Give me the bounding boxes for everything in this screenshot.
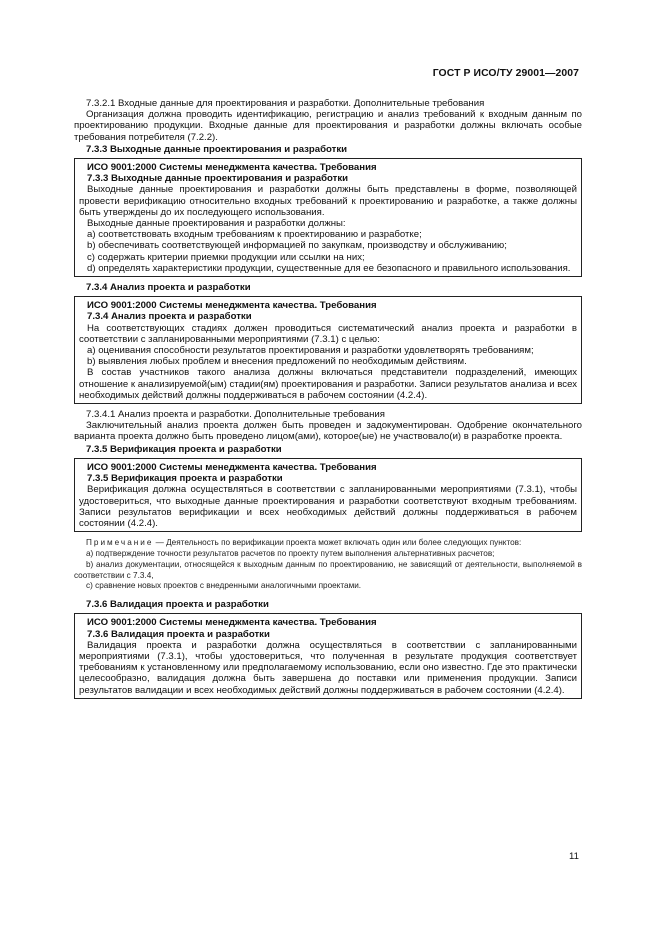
box-736-title: ИСО 9001:2000 Системы менеджмента качества. Требования bbox=[87, 617, 377, 629]
box-734-title: ИСО 9001:2000 Системы менеджмента качества. Требования bbox=[87, 300, 377, 312]
page-content bbox=[74, 98, 582, 704]
section-7321-heading: 7.3.2.1 Входные данные для проектирования и разработки. Дополнительные требования bbox=[86, 98, 485, 109]
box-734-paragraph-2: В состав участников такого анализа должны включаться представители подразделений, имеющих отношение к анализируемой(ым) стадии(ям) проектирования и разработки. Записи результатов анализа и всех необходимых действий должны поддерживаться в рабочем состоянии (4.2.4). bbox=[79, 367, 577, 401]
box-736-paragraph-1: Валидация проекта и разработки должна осуществляться в соответствии с запланированными мероприятиями (7.3.1), чтобы удостовериться, что полученная в результате продукция соответствует требованиям к установленному или предполагаемому использованию, если оно известно. Где это практически целесообразно, валидация должна быть завершена до поставки или применения продукции. Записи результатов валидации и всех необходимых действий должны поддерживаться в рабочем состоянии (4.2.4). bbox=[79, 639, 577, 696]
section-736-heading: 7.3.6 Валидация проекта и разработки bbox=[86, 599, 269, 611]
iso-quote-box-733 bbox=[74, 158, 582, 277]
page-number: 11 bbox=[569, 851, 579, 862]
box-733-paragraph-2: Выходные данные проектирования и разработки должны: bbox=[87, 218, 346, 230]
note-item-b: b) анализ документации, относящейся к выходным данным по проектированию, не зависящий от деятельности, выполняемой в соответствии с 7.3.4, bbox=[74, 559, 582, 580]
box-733-item-c: c) содержать критерии приемки продукции или ссылки на них; bbox=[87, 251, 365, 263]
box-733-paragraph-1: Выходные данные проектирования и разработки должны быть представлены в форме, позволяющей провести верификацию относительно входных требований к проектированию и разработке, а также должны быть утверждены до их последующего использования. bbox=[79, 184, 577, 218]
section-7341-heading: 7.3.4.1 Анализ проекта и разработки. Дополнительные требования bbox=[86, 409, 385, 421]
box-733-item-a: a) соответствовать входным требованиям к проектированию и разработке; bbox=[87, 229, 422, 241]
section-7341-text: Заключительный анализ проекта должен быть проведен и задокументирован. Одобрение окончательного варианта проекта должно быть проведено лицом(ами), которое(ые) не участвовало(и) в разработке проекта. bbox=[74, 420, 582, 443]
box-733-subtitle: 7.3.3 Выходные данные проектирования и разработки bbox=[87, 173, 349, 185]
note-item-c: c) сравнение новых проектов с внедренными аналогичными проектами. bbox=[86, 581, 362, 591]
box-733-title: ИСО 9001:2000 Системы менеджмента качества. Требования bbox=[87, 162, 377, 174]
iso-quote-box-735 bbox=[74, 458, 582, 532]
section-735-heading: 7.3.5 Верификация проекта и разработки bbox=[86, 443, 282, 455]
box-735-title: ИСО 9001:2000 Системы менеджмента качества. Требования bbox=[87, 461, 377, 473]
box-736-subtitle: 7.3.6 Валидация проекта и разработки bbox=[87, 628, 270, 640]
box-734-item-b: b) выявления любых проблем и внесения предложений по необходимым действиям. bbox=[87, 356, 467, 368]
box-734-paragraph-1: На соответствующих стадиях должен проводиться систематический анализ проекта и разработки в соответствии с запланированными мероприятиями (7.3.1) с целью: bbox=[79, 322, 577, 345]
iso-quote-box-734 bbox=[74, 296, 582, 404]
section-7321-text: Организация должна проводить идентификацию, регистрацию и анализ требований к входным данным по проектированию продукции. Входные данные для проектирования и разработки должны включать особые требования потребителя (7.2.2). bbox=[74, 109, 582, 143]
box-734-subtitle: 7.3.4 Анализ проекта и разработки bbox=[87, 311, 252, 323]
section-733-heading: 7.3.3 Выходные данные проектирования и разработки bbox=[86, 143, 348, 155]
note-item-a: a) подтверждение точности результатов расчетов по проекту путем выполнения альтернативных расчетов; bbox=[86, 548, 495, 558]
verification-note bbox=[74, 538, 582, 592]
section-734-heading: 7.3.4 Анализ проекта и разработки bbox=[86, 282, 251, 294]
iso-quote-box-736 bbox=[74, 613, 582, 698]
note-label: Примечание bbox=[86, 538, 154, 548]
box-735-subtitle: 7.3.5 Верификация проекта и разработки bbox=[87, 473, 283, 485]
box-735-paragraph-1: Верификация должна осуществляться в соответствии с запланированными мероприятиями (7.3.1), чтобы удостовериться, что выходные данные проектирования и разработки соответствуют входным требованиям. Записи результатов верификации и всех необходимых действий должны поддерживаться в рабочем состоянии (4.2.4). bbox=[79, 484, 577, 529]
box-733-item-b: b) обеспечивать соответствующей информацией по закупкам, производству и обслуживанию; bbox=[87, 240, 507, 252]
document-code-header: ГОСТ Р ИСО/ТУ 29001—2007 bbox=[432, 68, 579, 79]
box-734-item-a: a) оценивания способности результатов проектирования и разработки удовлетворять требованиям; bbox=[87, 345, 534, 357]
note-text: — Деятельность по верификации проекта может включать один или более следующих пунктов: bbox=[153, 538, 522, 548]
note-intro bbox=[74, 538, 582, 549]
box-733-item-d: d) определять характеристики продукции, существенные для ее безопасного и правильного использования. bbox=[87, 262, 571, 274]
